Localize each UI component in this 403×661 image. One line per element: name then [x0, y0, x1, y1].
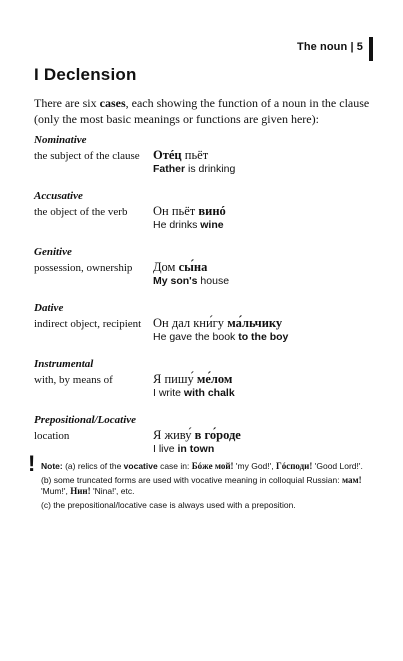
bold-text: ма́льчику	[227, 316, 283, 330]
case-name: Nominative	[34, 134, 87, 146]
text-run: Он дал кни́гу	[153, 316, 228, 330]
bold-text: Нин!	[70, 486, 91, 496]
bold-text: vocative	[123, 461, 158, 471]
text-run: (b) some truncated forms are used with vocative meaning in colloquial Russian:	[41, 474, 342, 485]
case-dative	[34, 302, 379, 344]
text-run: I live	[153, 443, 178, 455]
text-run: Дом	[153, 260, 179, 274]
bold-text: My son's	[153, 275, 198, 287]
russian-example	[153, 371, 235, 387]
russian-example	[153, 259, 229, 275]
text-run: case in:	[157, 461, 192, 471]
text-run: (c) the prepositional/locative case is always used with a preposition.	[41, 499, 296, 510]
bold-text: Бóже мой!	[191, 461, 234, 471]
text-run: Я живу́	[153, 428, 195, 442]
text-run: 'Nina!', etc.	[90, 486, 135, 496]
case-name: Accusative	[34, 190, 83, 202]
text-run: пьёт	[181, 148, 209, 162]
text-run: I write	[153, 387, 184, 399]
case-description: indirect object, recipient	[34, 318, 142, 330]
note-box	[28, 451, 378, 513]
text-run: 'Good Lord!'.	[312, 461, 363, 471]
case-name: Genitive	[34, 246, 72, 258]
english-translation	[153, 275, 229, 288]
russian-example	[153, 147, 235, 163]
section-title: I Declension	[34, 65, 137, 84]
intro-text-2: , each showing the function of a noun in the clause (only the most basic meanings or functions are given here):	[34, 96, 370, 126]
case-accusative	[34, 190, 379, 232]
text-run: 'Mum!',	[41, 486, 71, 496]
case-name: Dative	[34, 302, 64, 314]
text-run: He drinks	[153, 219, 201, 231]
bold-text: Note:	[41, 461, 63, 471]
bold-text: ме́лом	[196, 372, 233, 386]
russian-example	[153, 427, 241, 443]
bold-text: in town	[177, 443, 215, 455]
exclamation-icon: !	[28, 451, 36, 476]
english-translation	[153, 219, 226, 232]
case-description: location	[34, 430, 70, 442]
note-line	[41, 461, 378, 473]
bold-text: мам!	[341, 474, 362, 485]
english-translation	[153, 331, 288, 344]
intro-text-1: There are six	[34, 96, 100, 110]
text-run: Я пишу́	[153, 372, 197, 386]
bold-text: Гóсподи!	[275, 461, 313, 471]
bold-text: Father	[153, 163, 186, 175]
case-description: the subject of the clause	[34, 150, 140, 162]
case-description: the object of the verb	[34, 206, 128, 218]
case-description: possession, ownership	[34, 262, 133, 274]
bold-text: Отéц	[153, 148, 182, 162]
russian-example	[153, 203, 226, 219]
text-run: He gave the book	[153, 331, 239, 343]
case-nominative	[34, 134, 379, 176]
english-translation	[153, 443, 241, 456]
header-bar	[369, 37, 373, 61]
case-genitive	[34, 246, 379, 288]
intro-bold: cases	[99, 96, 126, 110]
text-run: 'my God!',	[233, 461, 276, 471]
case-name: Prepositional/Locative	[34, 414, 137, 426]
text-run: (a) relics of the	[62, 461, 124, 471]
case-prepositional	[34, 414, 379, 456]
case-description: with, by means of	[34, 374, 113, 386]
bold-text: with chalk	[183, 387, 235, 399]
running-title: The noun | 5	[297, 41, 363, 53]
running-header	[297, 33, 373, 61]
bold-text: сы́на	[178, 260, 208, 274]
case-instrumental	[34, 358, 379, 400]
russian-example	[153, 315, 288, 331]
bold-text: wine	[200, 219, 224, 231]
text-run: is drinking	[185, 163, 236, 175]
note-line	[41, 475, 378, 498]
english-translation	[153, 163, 235, 176]
text-run: Он пьёт	[153, 204, 199, 218]
english-translation	[153, 387, 235, 400]
text-run: house	[197, 275, 230, 287]
bold-text: в го́роде	[194, 428, 241, 442]
bold-text: to the boy	[238, 331, 289, 343]
case-name: Instrumental	[34, 358, 94, 370]
intro-paragraph	[34, 95, 379, 127]
note-line	[41, 500, 378, 512]
bold-text: винó	[198, 204, 226, 218]
